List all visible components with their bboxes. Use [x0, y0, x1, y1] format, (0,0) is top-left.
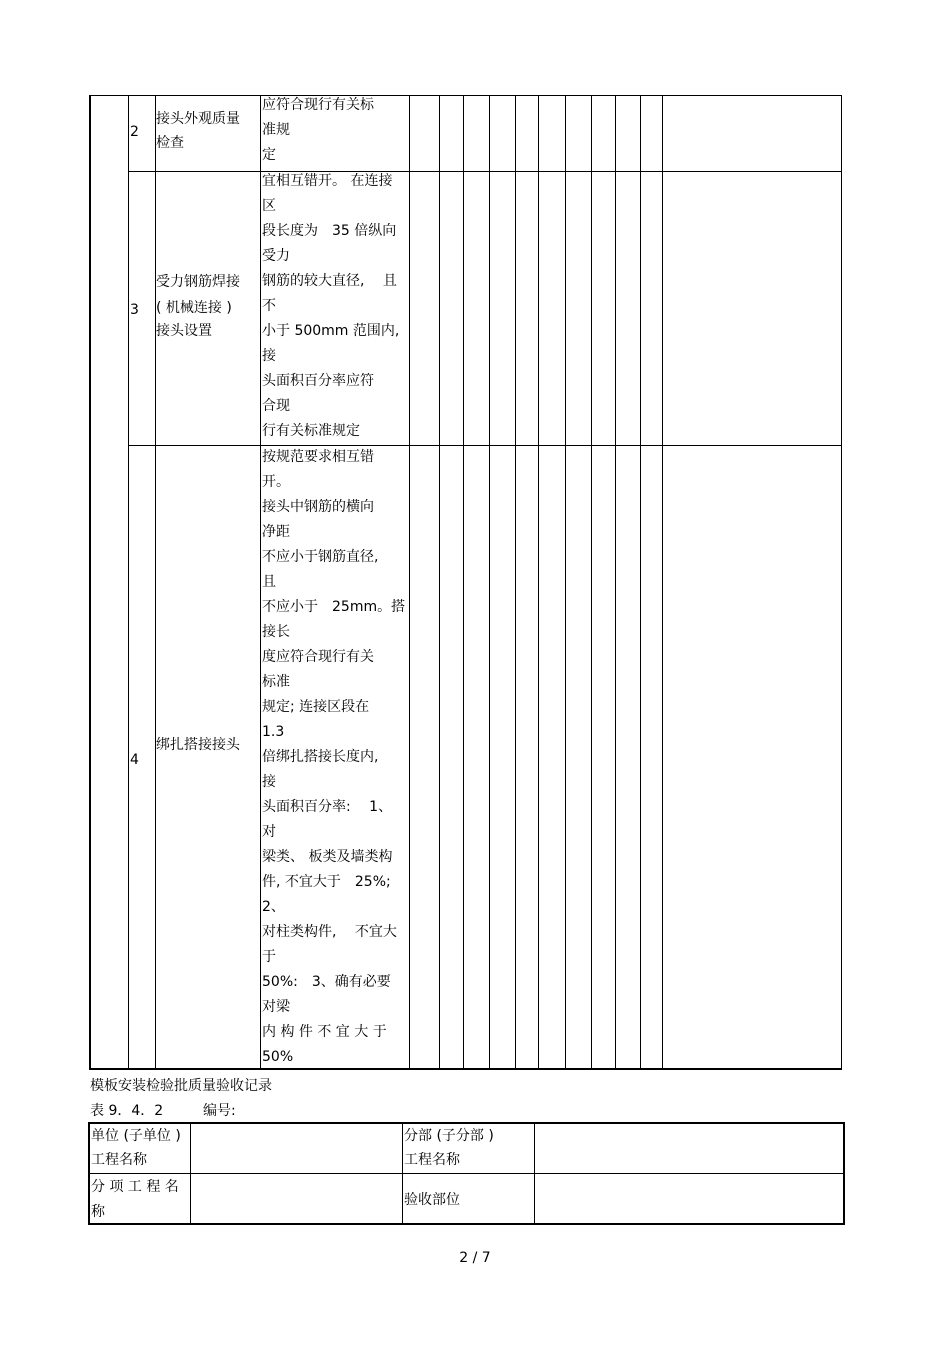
requirement-line: 于	[262, 949, 276, 965]
requirement-line: 接长	[262, 624, 290, 640]
inspection-part-value[interactable]	[536, 1175, 842, 1222]
requirement-line: 开。	[262, 474, 290, 490]
requirement-line: 应符合现行有关标	[262, 97, 374, 113]
requirement-line: 小于 500mm 范围内,	[262, 323, 400, 339]
row-item-line: 接头设置	[156, 323, 212, 339]
row-item-line: ( 机械连接 )	[156, 300, 232, 316]
requirement-line: 不应小于 25mm。搭	[262, 599, 406, 615]
table-number: 表 9．4．2	[90, 1103, 164, 1119]
requirement-line: 梁类、 板类及墙类构	[262, 849, 393, 865]
requirement-line: 行有关标准规定	[262, 423, 360, 439]
requirement-line: 倍绑扎搭接长度内,	[262, 749, 379, 765]
row-item-line: 接头外观质量	[156, 111, 240, 127]
requirement-line: 50%	[262, 1049, 294, 1065]
row-requirement	[262, 445, 405, 1070]
requirement-line: 头面积百分率应符	[262, 373, 374, 389]
requirement-line: 度应符合现行有关	[262, 649, 374, 665]
form-title: 模板安装检验批质量验收记录	[90, 1078, 272, 1094]
row-item-line: 绑扎搭接接头	[156, 737, 240, 753]
requirement-line: 接	[262, 774, 276, 790]
requirement-line: 合现	[262, 398, 290, 414]
division-name-label: 分部 (子分部 )	[404, 1128, 494, 1144]
serial-number-label: 编号:	[203, 1103, 236, 1119]
row-requirement	[262, 93, 374, 168]
unit-name-label: 单位 (子单位 )	[91, 1128, 181, 1144]
division-name-label: 工程名称	[404, 1152, 460, 1168]
requirement-line: 接	[262, 348, 276, 364]
subitem-name-label: 称	[91, 1204, 105, 1220]
subitem-name-label: 分 项 工 程 名	[91, 1179, 179, 1195]
requirement-line: 不应小于钢筋直径,	[262, 549, 379, 565]
row-number: 4	[130, 752, 139, 768]
row-item-line: 受力钢筋焊接	[156, 274, 240, 290]
unit-name-value[interactable]	[192, 1125, 401, 1171]
subitem-name-value[interactable]	[192, 1175, 401, 1222]
row-requirement	[262, 169, 399, 444]
requirement-line: 对梁	[262, 999, 290, 1015]
requirement-line: 规定; 连接区段在	[262, 699, 370, 715]
requirement-line: 宜相互错开。 在连接	[262, 173, 393, 189]
requirement-line: 不	[262, 298, 276, 314]
requirement-line: 50%: 3、确有必要	[262, 974, 391, 990]
requirement-line: 接头中钢筋的横向	[262, 499, 374, 515]
requirement-line: 按规范要求相互错	[262, 449, 374, 465]
requirement-line: 内 构 件 不 宜 大 于	[262, 1024, 387, 1040]
requirement-line: 区	[262, 198, 276, 214]
unit-name-label: 工程名称	[91, 1152, 147, 1168]
requirement-line: 受力	[262, 248, 290, 264]
requirement-line: 定	[262, 147, 276, 163]
requirement-line: 标准	[262, 674, 290, 690]
requirement-line: 对	[262, 824, 276, 840]
page-indicator: 2 / 7	[459, 1250, 491, 1266]
requirement-line: 段长度为 35 倍纵向	[262, 223, 397, 239]
requirement-line: 2、	[262, 899, 285, 915]
row-number: 3	[130, 302, 139, 318]
requirement-line: 准规	[262, 122, 290, 138]
requirement-line: 件, 不宜大于 25%;	[262, 874, 391, 890]
division-name-value[interactable]	[536, 1125, 842, 1171]
requirement-line: 头面积百分率: 1、	[262, 799, 393, 815]
row-number: 2	[130, 124, 139, 140]
inspection-part-label: 验收部位	[404, 1192, 460, 1208]
requirement-line: 对柱类构件, 不宜大	[262, 924, 397, 940]
requirement-line: 净距	[262, 524, 290, 540]
requirement-line: 1.3	[262, 724, 285, 740]
row-item-line: 检查	[156, 135, 184, 151]
requirement-line: 且	[262, 574, 276, 590]
requirement-line: 钢筋的较大直径, 且	[262, 273, 397, 289]
